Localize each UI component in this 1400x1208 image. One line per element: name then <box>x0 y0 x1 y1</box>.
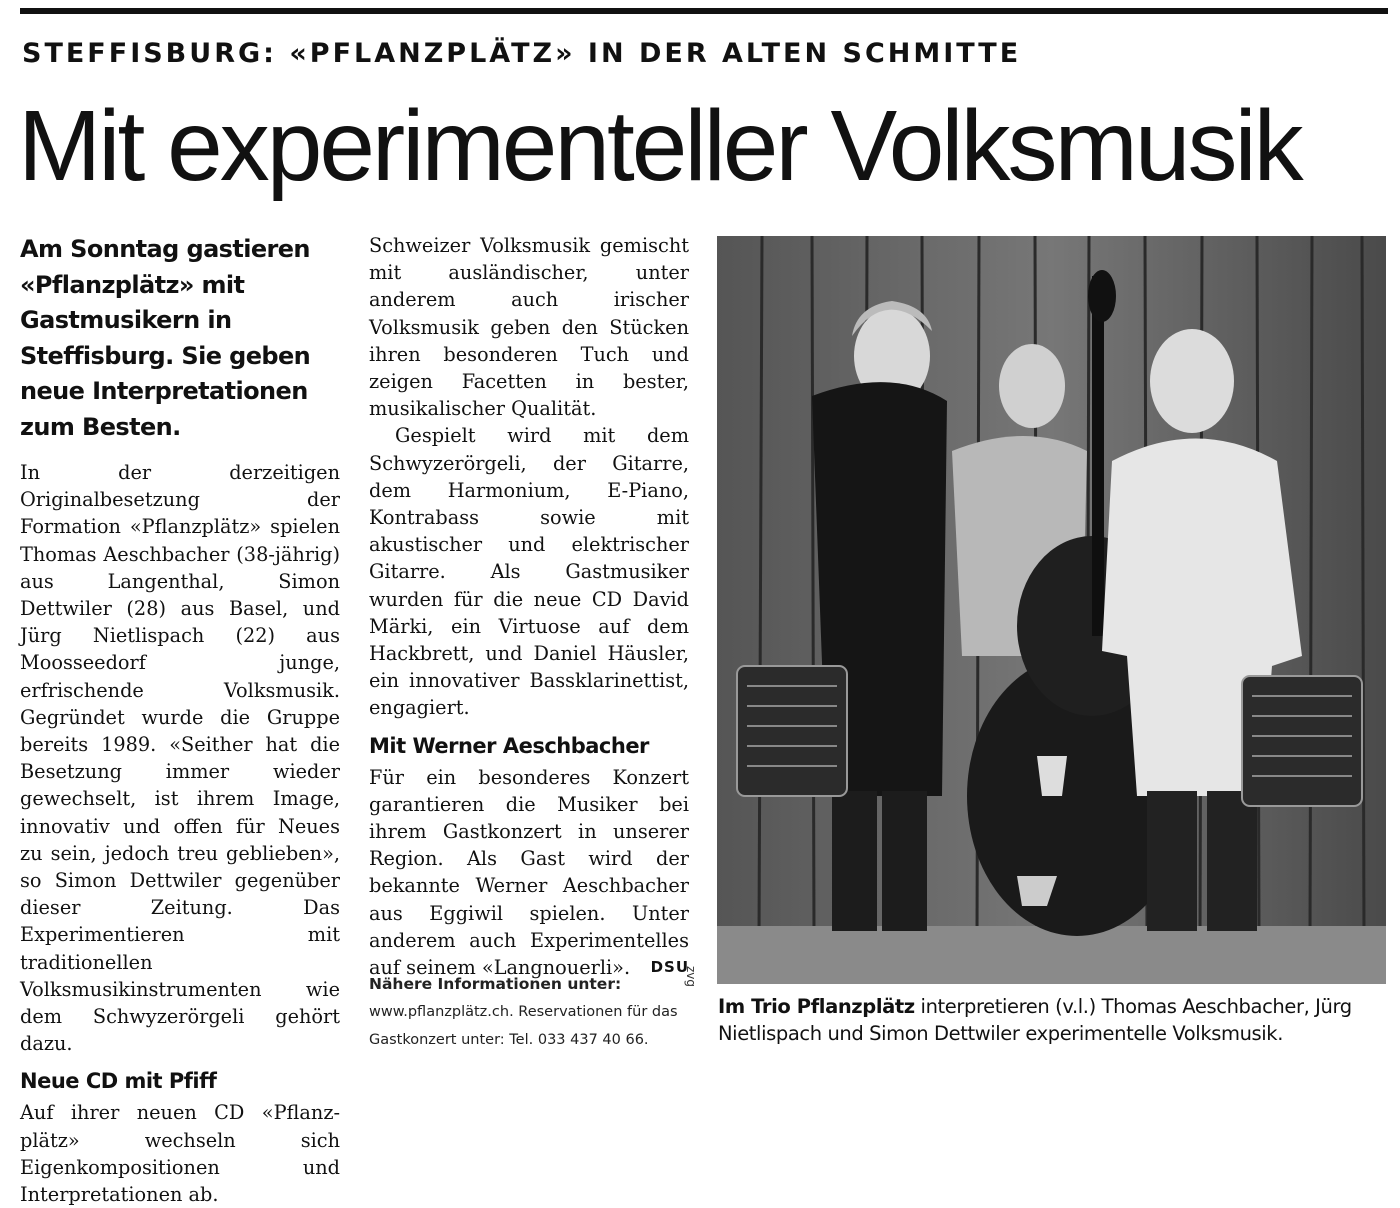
body-paragraph: Gespielt wird mit dem Schwyzerörgeli, der Gitarre, dem Harmonium, E-Piano, Kontrabass sowie mit akustischer und elektrischer Gitarre. Als Gastmusiker wurden für die neue CD David Märki, ein Virtuose auf dem Hackbrett, und Daniel Häusler, ein innovativer Bassklarinettist, engagiert. <box>369 424 689 720</box>
photo-credit: zvg <box>684 966 698 988</box>
column-1 <box>20 232 340 1208</box>
info-box <box>369 970 694 1054</box>
band-photo <box>717 236 1386 984</box>
author-signature: DSU <box>650 958 689 977</box>
body-text: Für ein besonderes Konzert garantieren die Musiker bei ihrem Gastkonzert in unserer Region. Als Gast wird der bekannte Werner Aeschbacher aus Eggiwil spielen. Unter anderem auch Experimentelles auf seinem «Langnouerli». <box>369 765 689 980</box>
info-title: Nähere Informationen unter: <box>369 975 622 993</box>
top-rule <box>20 8 1388 14</box>
caption-text: interpretieren (v.l.) Thomas Aeschbacher, Jürg Nietlispach und Simon Dettwiler experimentelle Volksmusik. <box>718 995 1352 1045</box>
kicker: STEFFISBURG: «PFLANZPLÄTZ» IN DER ALTEN SCHMITTE <box>22 38 1022 69</box>
band-photo-illustration <box>717 236 1386 984</box>
lead-paragraph: Am Sonntag gastieren «Pflanzplätz» mit Gastmusikern in Steffisburg. Sie geben neue Interpretationen zum Besten. <box>20 235 311 441</box>
headline: Mit experimenteller Volksmusik <box>18 90 1301 202</box>
photo-caption <box>718 993 1388 1047</box>
body-paragraph <box>369 764 689 982</box>
body-paragraph: Schweizer Volksmusik gemischt mit ausländischer, unter anderem auch irischer Volksmusik geben den Stücken ihren besonderen Tuch und zeigen Facetten in bester, musikalischer Qualität. <box>369 234 689 421</box>
body-paragraph: Auf ihrer neuen CD «Pflanz-plätz» wechseln sich Eigenkompositionen und Interpretationen ab. <box>20 1101 340 1207</box>
subhead-new-cd: Neue CD mit Pfiff <box>20 1069 217 1094</box>
subhead-werner-aeschbacher: Mit Werner Aeschbacher <box>369 733 649 758</box>
info-text: www.pflanzplätz.ch. Reservationen für das Gastkonzert unter: Tel. 033 437 40 66. <box>369 1004 678 1048</box>
caption-lead: Im Trio Pflanzplätz <box>718 995 915 1018</box>
column-2 <box>369 232 689 981</box>
body-paragraph: In der derzeitigen Originalbesetzung der Formation «Pflanzplätz» spielen Thomas Aeschbacher (38-jährig) aus Langenthal, Simon Dettwiler (28) aus Basel, und Jürg Nietlispach (22) aus Moosseedorf junge, erfrischende Volksmusik. Gegründet wurde die Gruppe bereits 1989. «Seither hat die Besetzung immer wieder gewechselt, ist ihrem Image, innovativ und offen für Neues zu sein, jedoch treu geblieben», so Simon Dettwiler gegenüber dieser Zeitung. Das Experimentieren mit traditionellen Volksmusikinstrumenten wie dem Schwyzerörgeli gehört dazu. <box>20 461 340 1056</box>
